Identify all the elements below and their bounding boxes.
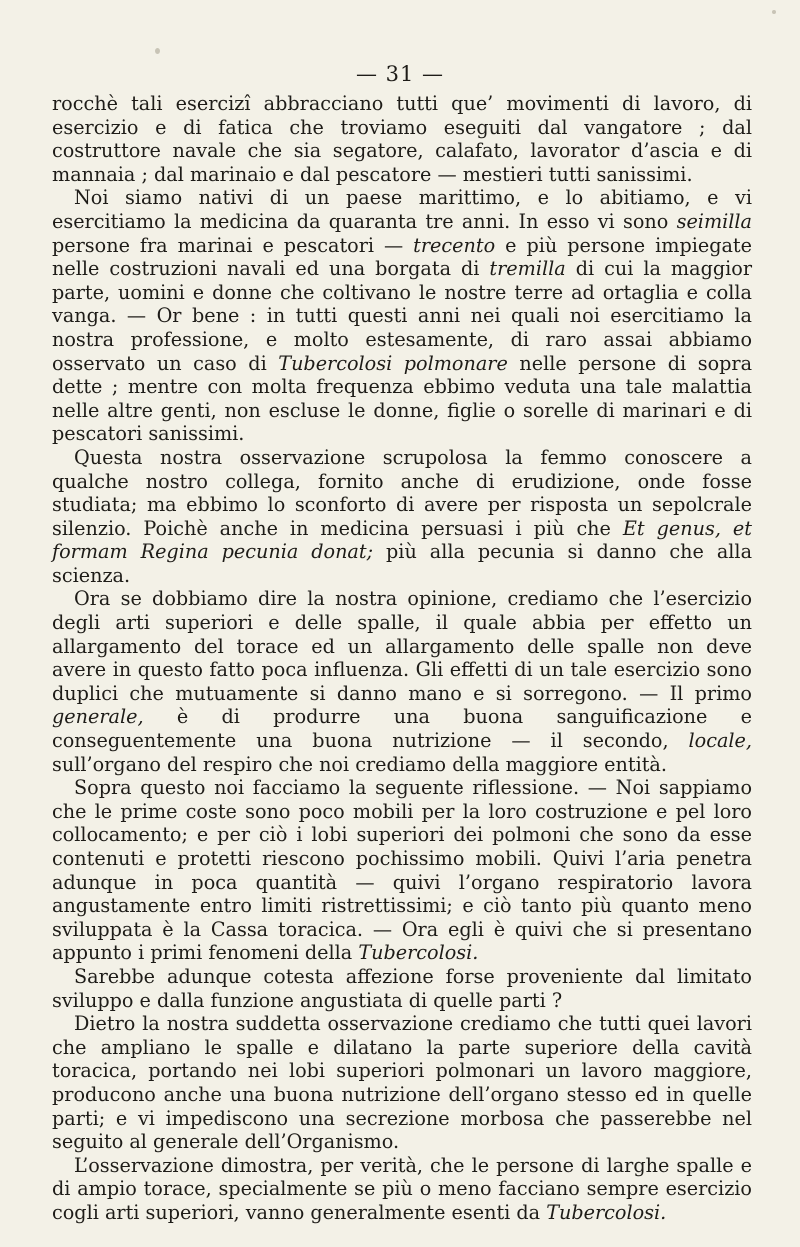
text-run: L’osservazione dimostra, per verità, che le persone di larghe spalle e di ampio torace, specialmente se più o meno facciano sempre esercizio cogli arti superiori, vanno generalmente esenti da xyxy=(52,1153,752,1224)
text-run: Sarebbe adunque cotesta affezione forse proveniente dal limitato sviluppo e dalla funzione angustiata di quelle parti ? xyxy=(52,964,752,1012)
text-run: Sopra questo noi facciamo la seguente riflessione. — Noi sappiamo che le prime coste sono poco mobili per la loro costruzione e pel loro collocamento; e per ciò i lobi superiori dei polmoni che sono da esse contenuti e protetti riescono pochissimo mobili. Quivi l’aria penetra adunque in poca quantità — quivi l’organo respiratorio lavora angustamente entro limiti ristrettissimi; e ciò tanto più quanto meno sviluppata è la Cassa toracica. — Ora egli è quivi che si presentano appunto i primi fenomeni della xyxy=(52,776,752,965)
text-run: Questa nostra osservazione scrupolosa la femmo conoscere a qualche nostro collega, fornito anche di erudizione, onde fosse studiata; ma ebbimo lo sconforto di avere per risposta un sepolcrale silenzio. Poichè anche in medicina persuasi i più che xyxy=(52,445,752,540)
paragraph xyxy=(52,1154,752,1225)
text-run: Ora se dobbiamo dire la nostra opinione, crediamo che l’esercizio degli arti superiori e delle spalle, il quale abbia per effetto un allargamento del torace ed un allargamento delle spalle non deve avere in questo fatto poca influenza. Gli effetti di un tale esercizio sono duplici che mutuamente si danno mano e si sorregono. — Il primo xyxy=(52,587,752,705)
paragraph xyxy=(52,92,752,186)
paper-speck xyxy=(155,48,160,54)
text-run: e più persone impiegate nelle costruzioni navali ed una borgata di xyxy=(52,233,753,281)
italic-text: locale, xyxy=(688,729,752,753)
italic-text: Tubercolosi polmonare xyxy=(278,351,508,375)
italic-text: Tubercolosi. xyxy=(358,941,479,965)
paragraph xyxy=(52,1012,752,1154)
body-text xyxy=(52,92,752,1225)
paragraph xyxy=(52,776,752,965)
text-run: più alla pecunia si danno che alla scienza. xyxy=(52,540,753,587)
italic-text: seimilla xyxy=(676,209,752,233)
paragraph xyxy=(52,965,752,1012)
paragraph xyxy=(52,587,752,776)
italic-text: trecento xyxy=(413,233,496,257)
paragraph xyxy=(52,446,752,588)
page-number: — 31 — xyxy=(355,62,445,86)
paragraph xyxy=(52,186,752,446)
italic-text: generale, xyxy=(52,705,144,729)
text-run: è di produrre una buona sanguificazione e conseguentemente una buona nutrizione — il secondo, xyxy=(52,705,752,753)
italic-text: tremilla xyxy=(489,257,566,281)
text-run: rocchè tali esercizî abbracciano tutti que’ movimenti di lavoro, di esercizio e di fatica che troviamo eseguiti dal vangatore ; dal costruttore navale che sia segatore, calafato, lavorator d’ascia e di mannaia ; dal marinaio e dal pescatore — mestieri tutti sanissimi. xyxy=(52,92,752,186)
text-run: Noi siamo nativi di un paese marittimo, e lo abitiamo, e vi esercitiamo la medicina da quaranta tre anni. In esso vi sono xyxy=(52,186,752,233)
paper-speck xyxy=(772,10,776,14)
text-run: di cui la maggior parte, uomini e donne che coltivano le nostre terre ad ortaglia e colla vanga. — Or bene : in tutti questi anni nei quali noi esercitiamo la nostra professione, e molto estesamente, di raro assai abbiamo osservato un caso di xyxy=(52,257,752,375)
text-run: persone fra marinai e pescatori — xyxy=(52,233,414,257)
italic-text: Tubercolosi. xyxy=(546,1200,667,1224)
text-run: sull’organo del respiro che noi crediamo della maggiore entità. xyxy=(52,752,667,776)
text-run: nelle persone di sopra dette ; mentre con molta frequenza ebbimo veduta una tale malattia nelle altre genti, non escluse le donne, figlie o sorelle di marinari e di pescatori sanissimi. xyxy=(52,351,753,446)
italic-text: Et genus, et formam Regina pecunia donat; xyxy=(52,516,752,564)
text-run: Dietro la nostra suddetta osservazione crediamo che tutti quei lavori che ampliano le spalle e dilatano la parte superiore della cavità toracica, portando nei lobi superiori polmonari un lavoro maggiore, producono anche una buona nutrizione dell’organo stesso ed in quelle parti; e vi impediscono una secrezione morbosa che passerebbe nel seguito al generale dell’Organismo. xyxy=(52,1012,752,1154)
